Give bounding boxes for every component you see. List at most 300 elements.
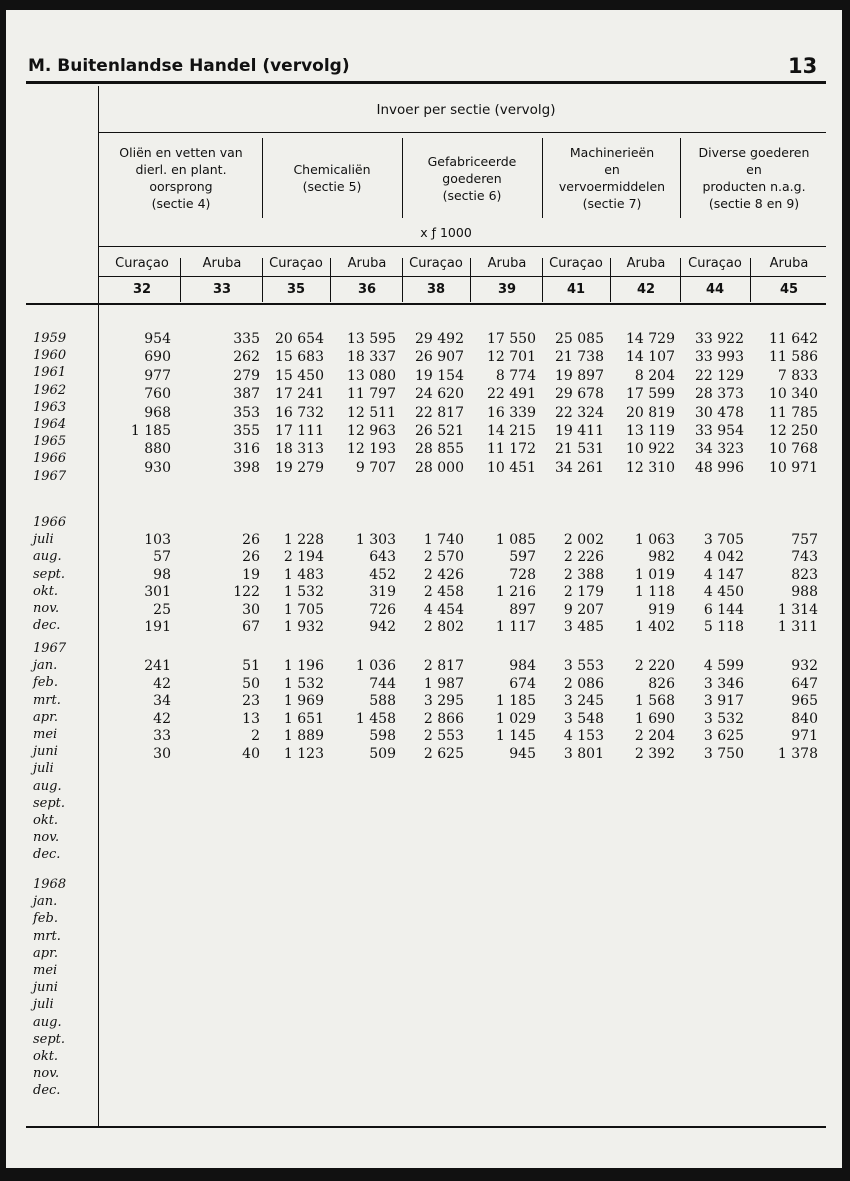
- section-line: dierl. en plant.: [135, 162, 227, 177]
- row-label: apr.: [33, 709, 58, 725]
- table-cell: 17 111: [275, 423, 324, 439]
- table-cell: 2 570: [423, 549, 464, 566]
- row-label: nov.: [33, 601, 60, 617]
- table-cell: 971: [791, 728, 818, 745]
- table-cell: 1 568: [634, 693, 675, 710]
- table-cell: 743: [791, 549, 818, 566]
- table-row: [6, 459, 836, 477]
- table-cell: 4 599: [703, 658, 744, 674]
- col-num: 41: [566, 282, 586, 297]
- table-cell: 25 085: [555, 331, 604, 347]
- table-cell: 2 194: [283, 549, 324, 566]
- divider: [262, 138, 263, 218]
- table-cell: 1 216: [495, 584, 536, 601]
- table-cell: 1 117: [495, 619, 536, 635]
- section-line: Oliën en vetten van: [119, 145, 243, 160]
- table-cell: 19 897: [555, 367, 604, 384]
- table-cell: 690: [144, 349, 171, 366]
- table-cell: 12 701: [487, 349, 536, 366]
- table-cell: 3 532: [703, 710, 744, 727]
- table-cell: 67: [242, 619, 260, 635]
- table-cell: 15 450: [275, 367, 324, 384]
- row-label: nov.: [33, 830, 60, 846]
- table-cell: 1 987: [423, 675, 464, 692]
- table-cell: 16 339: [487, 404, 536, 421]
- table-cell: 28 000: [415, 459, 464, 476]
- section-line: oorsprong: [149, 179, 213, 194]
- table-cell: 1 378: [777, 746, 818, 762]
- table-cell: 1 145: [495, 728, 536, 745]
- row-label: sept.: [33, 1031, 66, 1047]
- row-label: 1964: [33, 417, 67, 433]
- table-cell: 10 768: [769, 441, 818, 458]
- row-label: sept.: [33, 566, 66, 582]
- table-cell: 1 314: [777, 601, 818, 618]
- col-name: Aruba: [347, 256, 387, 271]
- section-line: (sectie 4): [151, 196, 211, 211]
- col-name: Curaçao: [688, 256, 742, 271]
- table-cell: 17 599: [626, 386, 675, 403]
- table-row: [6, 385, 836, 403]
- table-row: [6, 601, 836, 619]
- table-cell: 1 029: [495, 710, 536, 727]
- page-number: 13: [788, 54, 818, 78]
- row-label: 1961: [33, 365, 67, 381]
- section-line: Chemicaliën: [293, 162, 371, 177]
- table-cell: 1 063: [634, 532, 675, 548]
- table-cell: 647: [791, 675, 818, 692]
- table-cell: 12 250: [769, 423, 818, 439]
- section-8-9-header: [682, 138, 826, 218]
- table-row: [6, 745, 836, 763]
- table-cell: 6 144: [703, 601, 744, 618]
- table-cell: 3 245: [563, 693, 604, 710]
- table-cell: 34: [153, 693, 171, 710]
- section-line: en: [604, 162, 620, 177]
- table-cell: 28 855: [415, 441, 464, 458]
- table-cell: 24 620: [415, 386, 464, 403]
- section-4-header: [102, 138, 260, 218]
- table-cell: 2 625: [423, 746, 464, 762]
- table-cell: 643: [369, 549, 396, 566]
- row-label: feb.: [33, 675, 58, 691]
- table-cell: 11 586: [769, 349, 818, 366]
- table-cell: 23: [242, 693, 260, 710]
- table-row: [6, 657, 836, 675]
- table-cell: 2: [251, 728, 260, 745]
- table-cell: 2 426: [423, 566, 464, 583]
- table-cell: 103: [144, 532, 171, 548]
- row-label: jan.: [33, 894, 58, 910]
- table-cell: 19: [242, 566, 260, 583]
- table-cell: 942: [369, 619, 396, 635]
- table-cell: 954: [144, 331, 171, 347]
- table-cell: 5 118: [703, 619, 744, 635]
- table-cell: 335: [233, 331, 260, 347]
- table-cell: 22 129: [695, 367, 744, 384]
- table-cell: 3 548: [563, 710, 604, 727]
- col-name: Aruba: [769, 256, 809, 271]
- row-label: juni: [33, 744, 58, 760]
- table-cell: 48 996: [695, 459, 744, 476]
- table-cell: 14 215: [487, 423, 536, 439]
- col-num: 42: [636, 282, 656, 297]
- table-row: [6, 727, 836, 745]
- divider: [680, 138, 681, 218]
- divider: [402, 138, 403, 218]
- table-cell: 12 310: [626, 459, 675, 476]
- row-label: 1963: [33, 399, 67, 415]
- table-cell: 28 373: [695, 386, 744, 403]
- section-6-header: [404, 138, 540, 218]
- row-label: 1966: [33, 515, 67, 530]
- table-cell: 191: [144, 619, 171, 635]
- table-cell: 34 261: [555, 459, 604, 476]
- table-cell: 12 511: [347, 404, 396, 421]
- row-label: mrt.: [33, 928, 61, 944]
- table-cell: 316: [233, 441, 260, 458]
- col-name: Curaçao: [115, 256, 169, 271]
- row-label: apr.: [33, 945, 58, 961]
- col-num: 35: [286, 282, 306, 297]
- table-cell: 26: [242, 532, 260, 548]
- table-cell: 1 303: [355, 532, 396, 548]
- table-row: [6, 422, 836, 440]
- table-cell: 14 107: [626, 349, 675, 366]
- table-cell: 2 392: [634, 746, 675, 762]
- table-cell: 1 036: [355, 658, 396, 674]
- table-cell: 1 185: [495, 693, 536, 710]
- table-cell: 2 458: [423, 584, 464, 601]
- section-line: Diverse goederen: [698, 145, 810, 160]
- table-cell: 17 241: [275, 386, 324, 403]
- row-label: jan.: [33, 658, 58, 674]
- table-cell: 968: [144, 404, 171, 421]
- table-cell: 2 086: [563, 675, 604, 692]
- col-name: Aruba: [202, 256, 242, 271]
- table-cell: 1 690: [634, 710, 675, 727]
- table-cell: 1 185: [130, 423, 171, 439]
- section-title: Invoer per sectie (vervolg): [376, 102, 556, 118]
- row-label: juni: [33, 980, 58, 996]
- col-name: Aruba: [487, 256, 527, 271]
- table-cell: 26 521: [415, 423, 464, 439]
- table-cell: 509: [369, 746, 396, 762]
- row-label: juli: [33, 997, 54, 1013]
- table-cell: 1 123: [283, 746, 324, 762]
- table-cell: 1 311: [777, 619, 818, 635]
- col-num: 36: [357, 282, 377, 297]
- row-label: 1967: [33, 641, 67, 656]
- table-cell: 880: [144, 441, 171, 458]
- table-cell: 760: [144, 386, 171, 403]
- table-cell: 897: [509, 601, 536, 618]
- top-rule: [26, 81, 826, 84]
- table-cell: 13 080: [347, 367, 396, 384]
- table-cell: 728: [509, 566, 536, 583]
- table-cell: 2 226: [563, 549, 604, 566]
- table-cell: 29 678: [555, 386, 604, 403]
- section-line: en: [746, 162, 762, 177]
- row-label: dec.: [33, 847, 61, 863]
- labels-1968: [33, 876, 66, 1100]
- row-label: dec.: [33, 618, 61, 634]
- table-cell: 21 738: [555, 349, 604, 366]
- table-cell: 20 819: [626, 404, 675, 421]
- table-cell: 22 817: [415, 404, 464, 421]
- table-cell: 1 118: [634, 584, 675, 601]
- table-cell: 588: [369, 693, 396, 710]
- table-cell: 757: [791, 532, 818, 548]
- table-row: [6, 692, 836, 710]
- table-cell: 18 313: [275, 441, 324, 458]
- section-title-rule: [98, 132, 826, 133]
- row-label: okt.: [33, 583, 59, 599]
- col-name: Curaçao: [409, 256, 463, 271]
- table-row: [6, 440, 836, 458]
- table-cell: 51: [242, 658, 260, 674]
- table-cell: 930: [144, 459, 171, 476]
- table-cell: 2 204: [634, 728, 675, 745]
- table-cell: 18 337: [347, 349, 396, 366]
- table-cell: 452: [369, 566, 396, 583]
- table-cell: 2 553: [423, 728, 464, 745]
- table-row: [6, 367, 836, 385]
- section-line: producten n.a.g.: [702, 179, 806, 194]
- table-cell: 301: [144, 584, 171, 601]
- table-cell: 17 550: [487, 331, 536, 347]
- divider: [750, 258, 751, 302]
- table-cell: 9 707: [355, 459, 396, 476]
- table-cell: 3 750: [703, 746, 744, 762]
- table-row: [6, 404, 836, 422]
- table-cell: 11 797: [347, 386, 396, 403]
- section-line: Machinerieën: [569, 145, 655, 160]
- table-cell: 984: [509, 658, 536, 674]
- table-cell: 10 451: [487, 459, 536, 476]
- table-cell: 4 450: [703, 584, 744, 601]
- table-cell: 22 491: [487, 386, 536, 403]
- section-line: (sectie 7): [582, 196, 642, 211]
- table-cell: 8 774: [495, 367, 536, 384]
- col-num: 33: [212, 282, 232, 297]
- table-cell: 674: [509, 675, 536, 692]
- row-label: aug.: [33, 1014, 62, 1030]
- row-label: aug.: [33, 549, 62, 565]
- table-cell: 3 295: [423, 693, 464, 710]
- table-cell: 988: [791, 584, 818, 601]
- table-cell: 1 889: [283, 728, 324, 745]
- section-5-header: [264, 138, 400, 218]
- table-cell: 19 279: [275, 459, 324, 476]
- table-cell: 965: [791, 693, 818, 710]
- table-cell: 353: [233, 404, 260, 421]
- table-row: [6, 583, 836, 601]
- table-cell: 26: [242, 549, 260, 566]
- table-cell: 1 932: [283, 619, 324, 635]
- table-cell: 319: [369, 584, 396, 601]
- row-label: sept.: [33, 795, 66, 811]
- table-cell: 4 042: [703, 549, 744, 566]
- table-cell: 2 220: [634, 658, 675, 674]
- section-7-header: [544, 138, 680, 218]
- table-cell: 57: [153, 549, 171, 566]
- table-cell: 744: [369, 675, 396, 692]
- table-row: [6, 548, 836, 566]
- col-num: 45: [779, 282, 799, 297]
- table-cell: 1 228: [283, 532, 324, 548]
- table-cell: 8 204: [634, 367, 675, 384]
- table-cell: 4 147: [703, 566, 744, 583]
- table-cell: 1 458: [355, 710, 396, 727]
- table-cell: 1 085: [495, 532, 536, 548]
- row-label: aug.: [33, 778, 62, 794]
- row-label: feb.: [33, 911, 58, 927]
- table-cell: 1 651: [283, 710, 324, 727]
- table-cell: 16 732: [275, 404, 324, 421]
- table-cell: 3 553: [563, 658, 604, 674]
- table-cell: 10 971: [769, 459, 818, 476]
- table-cell: 21 531: [555, 441, 604, 458]
- row-label: mrt.: [33, 692, 61, 708]
- table-cell: 1 969: [283, 693, 324, 710]
- table-cell: 241: [144, 658, 171, 674]
- unit-label: x ƒ 1000: [420, 225, 472, 240]
- table-cell: 977: [144, 367, 171, 384]
- col-num: 32: [132, 282, 152, 297]
- row-label: mei: [33, 727, 58, 743]
- table-cell: 34 323: [695, 441, 744, 458]
- table-cell: 932: [791, 658, 818, 674]
- row-label: nov.: [33, 1066, 60, 1082]
- table-cell: 29 492: [415, 331, 464, 347]
- table-cell: 1 483: [283, 566, 324, 583]
- col-name: Curaçao: [549, 256, 603, 271]
- table-cell: 10 340: [769, 386, 818, 403]
- table-cell: 398: [233, 459, 260, 476]
- table-cell: 10 922: [626, 441, 675, 458]
- table-cell: 3 346: [703, 675, 744, 692]
- table-cell: 30: [153, 746, 171, 762]
- table-cell: 42: [153, 675, 171, 692]
- page-header-title: M. Buitenlandse Handel (vervolg): [28, 56, 350, 76]
- table-cell: 12 193: [347, 441, 396, 458]
- table-cell: 11 642: [769, 331, 818, 347]
- table-cell: 1 019: [634, 566, 675, 583]
- row-label: 1960: [33, 348, 67, 364]
- table-cell: 40: [242, 746, 260, 762]
- table-cell: 30: [242, 601, 260, 618]
- divider: [680, 258, 681, 302]
- section-line: (sectie 5): [302, 179, 362, 194]
- table-cell: 22 324: [555, 404, 604, 421]
- table-cell: 25: [153, 601, 171, 618]
- table-row: [6, 330, 836, 348]
- row-label: dec.: [33, 1083, 61, 1099]
- col-num: 39: [497, 282, 517, 297]
- section-line: (sectie 6): [442, 187, 502, 203]
- table-cell: 945: [509, 746, 536, 762]
- table-cell: 26 907: [415, 349, 464, 366]
- table-cell: 9 207: [563, 601, 604, 618]
- table-cell: 823: [791, 566, 818, 583]
- table-cell: 13: [242, 710, 260, 727]
- table-row: [6, 348, 836, 366]
- table-cell: 2 388: [563, 566, 604, 583]
- table-cell: 50: [242, 675, 260, 692]
- table-cell: 3 801: [563, 746, 604, 762]
- divider: [262, 258, 263, 302]
- divider: [470, 258, 471, 302]
- table-cell: 19 411: [555, 423, 604, 439]
- table-cell: 919: [648, 601, 675, 618]
- row-label: 1965: [33, 434, 67, 450]
- table-cell: 11 172: [487, 441, 536, 458]
- table-cell: 2 802: [423, 619, 464, 635]
- row-label: okt.: [33, 813, 59, 829]
- table-cell: 355: [233, 423, 260, 439]
- table-row: [6, 566, 836, 584]
- table-cell: 2 866: [423, 710, 464, 727]
- table-cell: 4 153: [563, 728, 604, 745]
- table-cell: 1 196: [283, 658, 324, 674]
- table-cell: 1 705: [283, 601, 324, 618]
- table-row: [6, 710, 836, 728]
- table-cell: 33 922: [695, 331, 744, 347]
- colname-rule: [98, 276, 826, 277]
- table-cell: 279: [233, 367, 260, 384]
- table-cell: 33 993: [695, 349, 744, 366]
- row-label: mei: [33, 963, 58, 979]
- table-cell: 1 532: [283, 675, 324, 692]
- col-num: 38: [426, 282, 446, 297]
- table-cell: 4 454: [423, 601, 464, 618]
- divider: [402, 258, 403, 302]
- table-cell: 13 119: [626, 423, 675, 439]
- row-label: juli: [33, 761, 54, 777]
- table-cell: 33 954: [695, 423, 744, 439]
- divider: [330, 258, 331, 302]
- section-line: Gefabriceerde: [427, 153, 517, 169]
- table-cell: 826: [648, 675, 675, 692]
- row-label: 1968: [33, 877, 67, 892]
- divider: [180, 258, 181, 302]
- table-row: [6, 531, 836, 549]
- table-cell: 15 683: [275, 349, 324, 366]
- table-bottom-rule: [26, 1126, 826, 1128]
- table-cell: 2 179: [563, 584, 604, 601]
- table-cell: 7 833: [777, 367, 818, 384]
- divider: [542, 258, 543, 302]
- col-name: Aruba: [626, 256, 666, 271]
- table-cell: 1 740: [423, 532, 464, 548]
- row-label: 1959: [33, 331, 67, 346]
- col-name: Curaçao: [269, 256, 323, 271]
- table-cell: 598: [369, 728, 396, 745]
- row-label: juli: [33, 532, 54, 548]
- table-cell: 13 595: [347, 331, 396, 347]
- table-cell: 597: [509, 549, 536, 566]
- table-cell: 1 532: [283, 584, 324, 601]
- table-cell: 3 705: [703, 532, 744, 548]
- col-num: 44: [705, 282, 725, 297]
- table-cell: 3 625: [703, 728, 744, 745]
- table-cell: 98: [153, 566, 171, 583]
- table-row: [6, 675, 836, 693]
- table-cell: 1 402: [634, 619, 675, 635]
- table-cell: 262: [233, 349, 260, 366]
- table-cell: 122: [233, 584, 260, 601]
